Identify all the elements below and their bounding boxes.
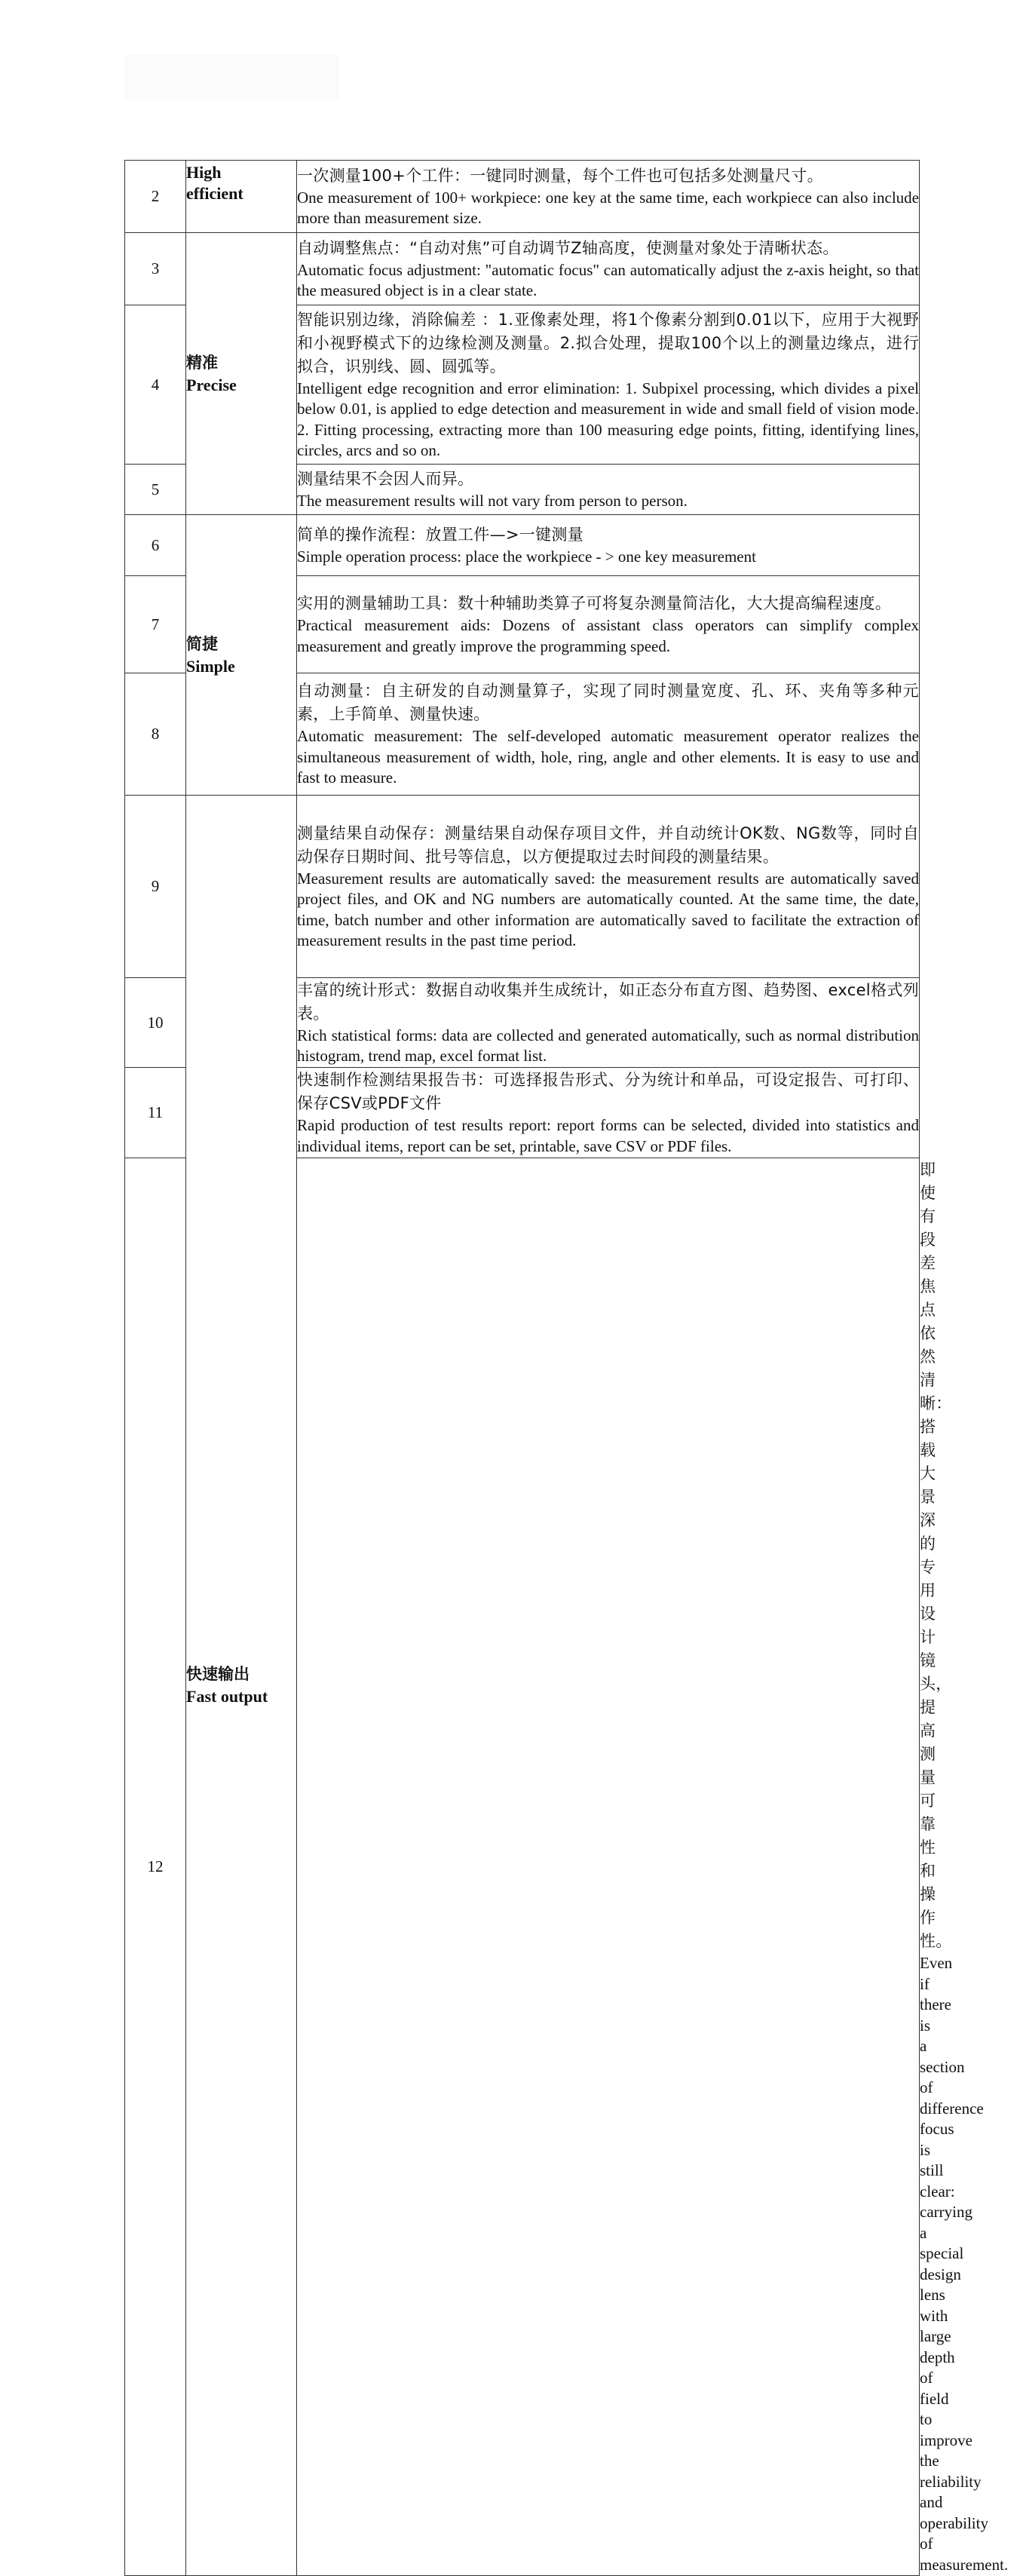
table-row: 12 即使有段差焦点依然清晰：搭载大景深的专用设计镜头，提高测量可靠性和操作性。 Even if there is a section of difference focus is still clear: carrying a special design lens with large depth of field to improve the reliability and operability of measurement. — [125, 1158, 920, 2576]
description-zh: 智能识别边缘，消除偏差 ：1.亚像素处理，将1个像素分割到0.01以下，应用于大视野和小视野模式下的边缘检测及测量。2.拟合处理，提取100个以上的测量边缘点，进行拟合，识别线、圆、圆弧等。 — [297, 310, 919, 376]
description-zh: 测量结果自动保存：测量结果自动保存项目文件，并自动统计OK数、NG数等，同时自动保存日期时间、批号等信息，以方便提取过去时间段的测量结果。 — [297, 823, 919, 866]
description-en: One measurement of 100+ workpiece: one key at the same time, each workpiece can also include more than measurement size. — [297, 188, 919, 227]
row-number: 7 — [125, 576, 186, 673]
description-en: Automatic focus adjustment: "automatic focus" can automatically adjust the z-axis height, so that the measured object is in a clear state. — [297, 260, 919, 299]
description-zh: 一次测量100+个工件：一键同时测量，每个工件也可包括多处测量尺寸。 — [297, 166, 823, 185]
description-zh: 丰富的统计形式：数据自动收集并生成统计，如正态分布直方图、趋势图、excel格式列表。 — [297, 980, 919, 1023]
description-zh: 简单的操作流程：放置工件—>一键测量 — [297, 525, 583, 544]
description-en: Intelligent edge recognition and error elimination: 1. Subpixel processing, which divides a pixel below 0.01, is applied to edge detection and measurement in wide and small field of vision mode. 2. Fitting processing, extracting more than 100 measuring edge points, fitting, identifying lines, circles, arcs and so on. — [297, 379, 919, 459]
table-row — [125, 796, 920, 978]
category-simple — [186, 515, 297, 796]
category-empty — [297, 1158, 920, 2576]
row-number: 5 — [125, 465, 186, 515]
category-fast-output — [186, 796, 297, 2576]
description-en: The measurement results will not vary from person to person. — [297, 491, 688, 510]
row-number: 4 — [125, 305, 186, 465]
table-row — [125, 161, 920, 233]
description-en: Rich statistical forms: data are collected and generated automatically, such as normal distribution histogram, trend map, excel format list. — [297, 1026, 919, 1065]
description-en: Measurement results are automatically saved: the measurement results are automatically saved project files, and OK and NG numbers are automatically counted. At the same time, the date, time, batch number and other information are automatically saved to facilitate the extraction of measurement results in the past time period. — [297, 869, 919, 949]
category-precise — [186, 233, 297, 515]
feature-description — [297, 465, 920, 515]
table-row — [125, 515, 920, 576]
row-number: 11 — [125, 1068, 186, 1158]
description-en: Practical measurement aids: Dozens of assistant class operators can simplify complex measurement and greatly improve the programming speed. — [297, 616, 919, 655]
row-number: 9 — [125, 796, 186, 978]
description-zh: 快速制作检测结果报告书：可选择报告形式、分为统计和单品，可设定报告、可打印、保存CSV或PDF文件 — [297, 1071, 919, 1112]
description-zh: 测量结果不会因人而异。 — [297, 469, 474, 488]
feature-table — [124, 160, 1009, 2576]
feature-description — [297, 978, 920, 1068]
category-label: Simple — [186, 656, 235, 676]
description-en: Simple operation process: place the workpiece - > one key measurement — [297, 547, 756, 566]
category-label: 精准 — [186, 353, 218, 372]
row-number: 8 — [125, 673, 186, 796]
description-en: Automatic measurement: The self-developed automatic measurement operator realizes the simultaneous measurement of width, hole, ring, angle and other elements. It is easy to use and fast to measure. — [297, 727, 919, 787]
category-label: efficient — [186, 184, 243, 203]
description-zh: 自动测量：自主研发的自动测量算子，实现了同时测量宽度、孔、环、夹角等多种元素，上手简单、测量快速。 — [297, 682, 919, 724]
row-number: 6 — [125, 515, 186, 576]
feature-description — [297, 161, 920, 233]
category-label: Precise — [186, 375, 237, 394]
category-high-efficient — [186, 161, 297, 233]
row-number: 10 — [125, 978, 186, 1068]
table-row — [125, 233, 920, 305]
description-en: Rapid production of test results report: report forms can be selected, divided into statistics and individual items, report can be set, printable, save CSV or PDF files. — [297, 1116, 919, 1155]
header-logo-placeholder — [124, 54, 339, 101]
description-zh: 自动调整焦点：“自动对焦”可自动调节Z轴高度，使测量对象处于清晰状态。 — [297, 238, 839, 257]
category-label: 快速输出 — [186, 1665, 250, 1683]
category-label: 简捷 — [186, 634, 218, 653]
feature-description — [297, 796, 920, 978]
feature-description — [297, 515, 920, 576]
feature-description — [297, 305, 920, 465]
category-label: Fast output — [186, 1687, 268, 1706]
row-number: 12 — [125, 1158, 186, 2576]
feature-description — [297, 673, 920, 796]
feature-description — [297, 576, 920, 673]
feature-description — [297, 233, 920, 305]
row-number: 2 — [125, 161, 186, 233]
category-label: High — [186, 163, 222, 182]
feature-description — [297, 1068, 920, 1158]
description-zh: 实用的测量辅助工具：数十种辅助类算子可将复杂测量简洁化，大大提高编程速度。 — [297, 594, 892, 612]
row-number: 3 — [125, 233, 186, 305]
